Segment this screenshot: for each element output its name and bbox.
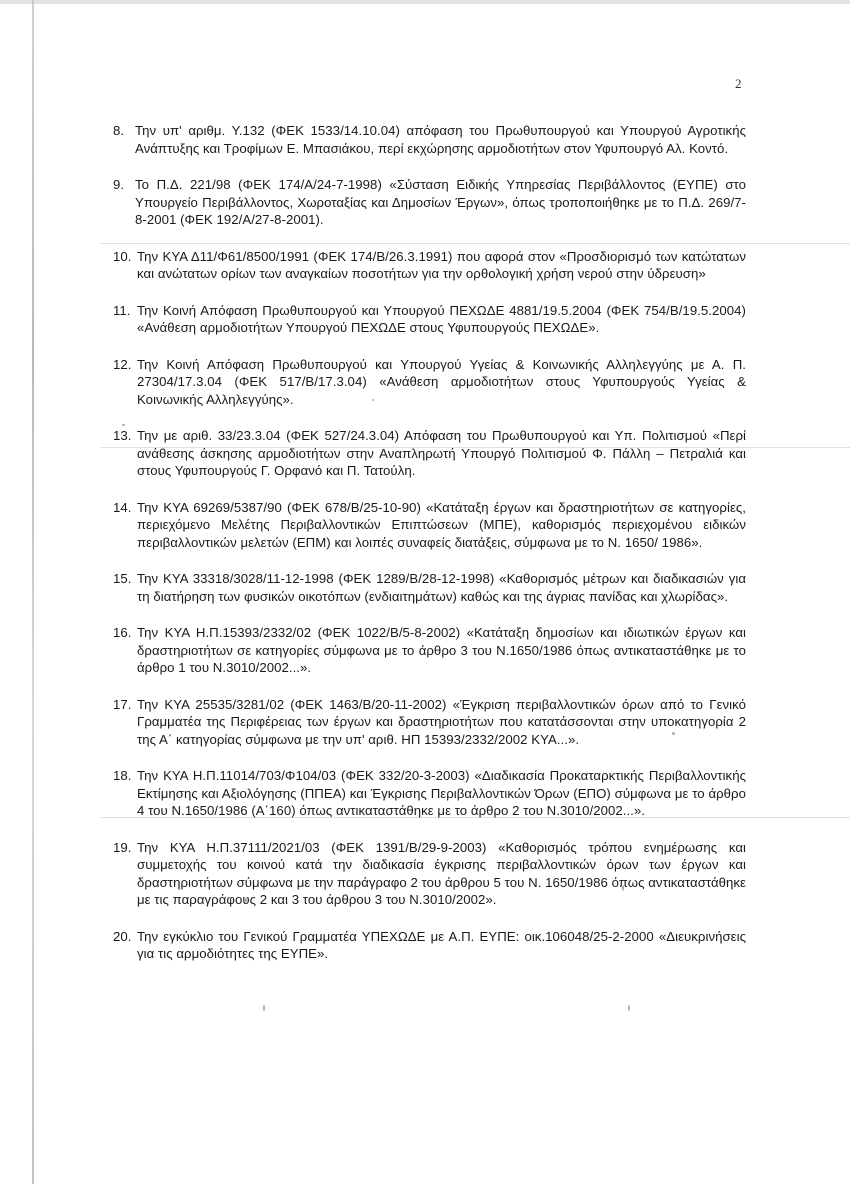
scan-top-edge xyxy=(0,0,850,4)
reference-list xyxy=(113,122,746,982)
item-text: Την ΚΥΑ 33318/3028/11-12-1998 (ΦΕΚ 1289/Β/28-12-1998) «Καθορισμός μέτρων και διαδικασιών για τη διατήρηση των φυσικών οικοτόπων (ενδιαιτημάτων) καθώς και της άγριας πανίδας και χλωρίδας». xyxy=(137,571,746,604)
list-item xyxy=(113,122,746,157)
scan-speck xyxy=(628,1005,630,1011)
item-text: Την ΚΥΑ Η.Π.37111/2021/03 (ΦΕΚ 1391/Β/29-9-2003) «Καθορισμός τρόπου ενημέρωσης και συμμετοχής του κοινού κατά την διαδικασία έγκρισης περιβαλλοντικών όρων των έργων και δραστηριοτήτων σύμφωνα με την παράγραφο 2 του άρθρου 5 του Ν. 1650/1986 όπως αντικαταστάθηκε με τις παραγράφους 2 και 3 του άρθρου 3 του Ν.3010/2002». xyxy=(137,839,746,907)
item-number: 14. xyxy=(113,499,132,515)
list-item xyxy=(113,248,746,283)
list-item xyxy=(113,928,746,963)
list-item xyxy=(113,839,746,909)
item-text: Το Π.Δ. 221/98 (ΦΕΚ 174/Α/24-7-1998) «Σύσταση Ειδικής Υπηρεσίας Περιβάλλοντος (ΕΥΠΕ) στο Υπουργείο Περιβάλλοντος, Χωροταξίας και Δημοσίων Έργων», όπως τροποποιήθηκε με το Π.Δ. 269/7-8-2001 (ΦΕΚ 192/Α/27-8-2001). xyxy=(135,177,746,227)
item-text: Την ΚΥΑ Η.Π.15393/2332/02 (ΦΕΚ 1022/Β/5-8-2002) «Κατάταξη δημοσίων και ιδιωτικών έργων και δραστηριοτήτων σε κατηγορίες σύμφωνα με το άρθρο 3 του Ν.1650/1986 όπως αντικαταστάθηκε με το άρθρο 1 του Ν.3010/2002...». xyxy=(137,625,746,675)
item-number: 16. xyxy=(113,625,132,640)
list-item xyxy=(113,499,746,552)
scan-left-edge xyxy=(32,0,34,1184)
item-number: 20. xyxy=(113,928,132,944)
item-number: 9. xyxy=(113,177,125,192)
item-text: Την ΚΥΑ Δ11/Φ61/8500/1991 (ΦΕΚ 174/Β/26.3.1991) που αφορά στον «Προσδιορισμό των κατώτατων και ανώτατων ορίων των αναγκαίων ποσοτήτων για την ορθολογική χρήση νερού στην ύδρευση» xyxy=(137,248,746,281)
list-item xyxy=(113,570,746,605)
item-number: 8. xyxy=(113,123,125,138)
scan-speck xyxy=(263,1005,265,1011)
item-number: 17. xyxy=(113,696,132,712)
page-number: 2 xyxy=(735,76,742,91)
item-text: Την με αριθ. 33/23.3.04 (ΦΕΚ 527/24.3.04) Απόφαση του Πρωθυπουργού και Υπ. Πολιτισμού «Περί ανάθεσης άσκησης αρμοδιοτήτων στην Αναπληρωτή Υπουργό Πολιτισμού Φ. Πάλλη – Πετραλιά και στους Υφυπουργούς Γ. Ορφανό και Π. Τατούλη. xyxy=(137,428,746,478)
list-item xyxy=(113,767,746,820)
item-number: 18. xyxy=(113,768,132,783)
item-number: 15. xyxy=(113,571,132,586)
item-text: Την Κοινή Απόφαση Πρωθυπουργού και Υπουργού Υγείας & Κοινωνικής Αλληλεγγύης με Α. Π. 27304/17.3.04 (ΦΕΚ 517/Β/17.3.04) «Ανάθεση αρμοδιοτήτων στους Υφυπουργούς Υγείας & Κοινωνικής Αλληλεγγύης». xyxy=(137,356,746,407)
item-number: 11. xyxy=(113,302,131,318)
item-text: Την ΚΥΑ 25535/3281/02 (ΦΕΚ 1463/Β/20-11-2002) «Έγκριση περιβαλλοντικών όρων από το Γενικό Γραμματέα της Περιφέρειας των έργων και δραστηριοτήτων που κατατάσσονται στην υποκατηγορία 2 της Α΄ κατηγορίας σύμφωνα με την υπ' αριθ. ΗΠ 15393/2332/2002 ΚΥΑ...». xyxy=(137,696,746,747)
item-number: 19. xyxy=(113,839,132,855)
item-text: Την υπ' αριθμ. Υ.132 (ΦΕΚ 1533/14.10.04) απόφαση του Πρωθυπουργού και Υπουργού Αγροτικής Ανάπτυξης και Τροφίμων Ε. Μπασιάκου, περί εκχώρησης αρμοδιοτήτων στον Υφυπουργό Αλ. Κοντό. xyxy=(135,123,746,156)
item-number: 12. xyxy=(113,356,132,372)
item-number: 13. xyxy=(113,428,132,443)
item-number: 10. xyxy=(113,248,132,264)
list-item xyxy=(113,624,746,677)
list-item xyxy=(113,356,746,409)
item-text: Την ΚΥΑ 69269/5387/90 (ΦΕΚ 678/Β/25-10-90) «Κατάταξη έργων και δραστηριοτήτων σε κατηγορίες, περιεχόμενο Μελέτης Περιβαλλοντικών Επιπτώσεων (ΜΠΕ), καθορισμός περιεχομένου ειδικών περιβαλλοντικών μελετών (ΕΠΜ) και λοιπές συναφείς διατάξεις, σύμφωνα με το Ν. 1650/ 1986». xyxy=(137,499,746,550)
item-text: Την ΚΥΑ Η.Π.11014/703/Φ104/03 (ΦΕΚ 332/20-3-2003) «Διαδικασία Προκαταρκτικής Περιβαλλοντικής Εκτίμησης και Αξιολόγησης (ΠΠΕΑ) και Έγκρισης Περιβαλλοντικών Όρων (ΕΠΟ) σύμφωνα με το άρθρο 4 του Ν.1650/1986 (Α΄160) όπως αντικαταστάθηκε με το άρθρο 2 του Ν.3010/2002...». xyxy=(137,768,746,818)
item-text: Την εγκύκλιο του Γενικού Γραμματέα ΥΠΕΧΩΔΕ με Α.Π. ΕΥΠΕ: οικ.106048/25-2-2000 «Διευκρινήσεις για τις αρμοδιότητες της ΕΥΠΕ». xyxy=(137,928,746,961)
list-item xyxy=(113,427,746,480)
item-text: Την Κοινή Απόφαση Πρωθυπουργού και Υπουργού ΠΕΧΩΔΕ 4881/19.5.2004 (ΦΕΚ 754/Β/19.5.2004) «Ανάθεση αρμοδιοτήτων Υπουργού ΠΕΧΩΔΕ στους Υφυπουργούς ΠΕΧΩΔΕ». xyxy=(137,302,746,335)
list-item xyxy=(113,696,746,749)
list-item xyxy=(113,176,746,229)
list-item xyxy=(113,302,746,337)
